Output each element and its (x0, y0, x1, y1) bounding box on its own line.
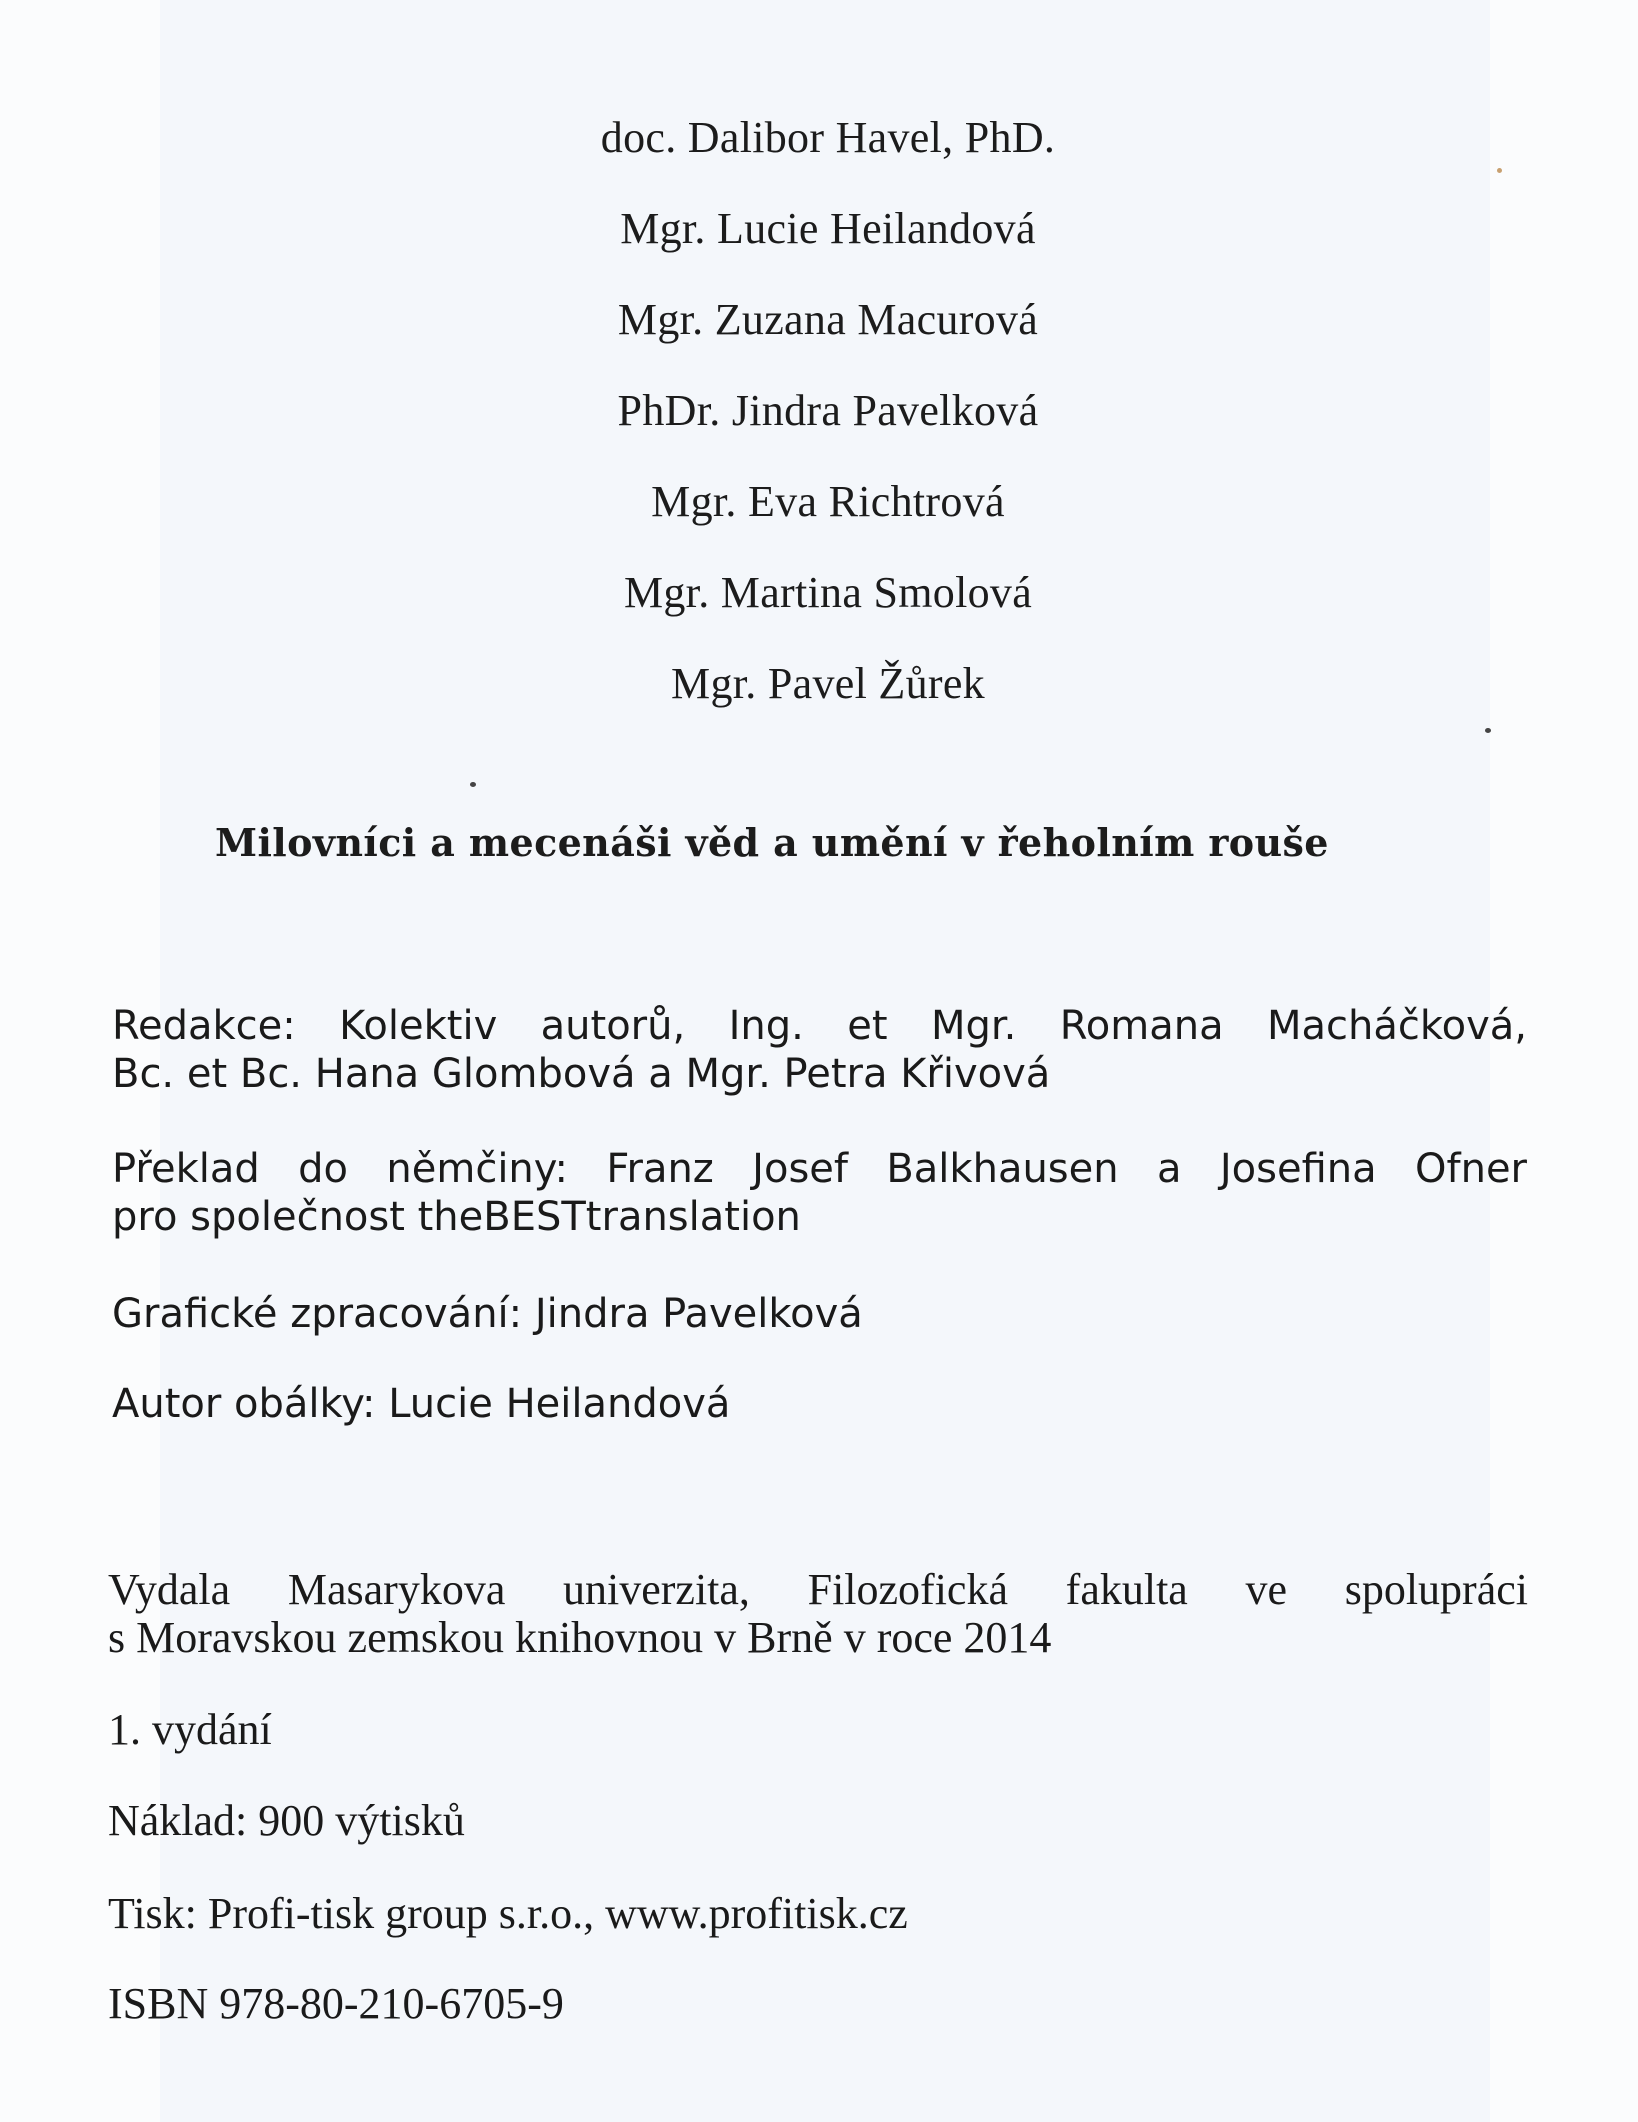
author-name: Mgr. Pavel Žůrek (671, 659, 985, 708)
print-run-info: Náklad: 900 výtisků (108, 1796, 465, 1845)
editors-credit (112, 1002, 1527, 1098)
edition-info: 1. vydání (108, 1705, 272, 1754)
cover-line: Autor obálky: Lucie Heilandová (112, 1381, 731, 1427)
author-name: PhDr. Jindra Pavelková (617, 386, 1039, 435)
cover-credit (112, 1380, 1527, 1428)
editors-line: Bc. et Bc. Hana Glombová a Mgr. Petra Křivová (112, 1051, 1051, 1097)
publisher-statement (108, 1566, 1528, 1662)
book-title: Milovníci a mecenáši věd a umění v řeholním rouše (215, 820, 1329, 865)
author-list (0, 92, 1638, 729)
translation-credit (112, 1145, 1527, 1241)
publisher-line: s Moravskou zemskou knihovnou v Brně v roce 2014 (108, 1613, 1052, 1662)
isbn: ISBN 978-80-210-6705-9 (108, 1979, 564, 2028)
printer-info: Tisk: Profi-tisk group s.r.o., www.profitisk.cz (108, 1889, 908, 1938)
scan-speck (470, 782, 476, 787)
translation-line: Překlad do němčiny: Franz Josef Balkhausen a Josefina Ofner (112, 1146, 1527, 1192)
graphics-line: Grafické zpracování: Jindra Pavelková (112, 1291, 863, 1337)
author-name: Mgr. Eva Richtrová (651, 477, 1005, 526)
author-name: Mgr. Martina Smolová (623, 568, 1033, 617)
publisher-line: Vydala Masarykova univerzita, Filozofická fakulta ve spolupráci (108, 1565, 1528, 1614)
translation-line: pro společnost theBESTtranslation (112, 1194, 801, 1240)
author-name: Mgr. Zuzana Macurová (617, 295, 1039, 344)
editors-line: Redakce: Kolektiv autorů, Ing. et Mgr. Romana Macháčková, (112, 1003, 1527, 1049)
graphics-credit (112, 1290, 1527, 1338)
author-name: Mgr. Lucie Heilandová (620, 204, 1036, 253)
author-name: doc. Dalibor Havel, PhD. (600, 113, 1056, 162)
